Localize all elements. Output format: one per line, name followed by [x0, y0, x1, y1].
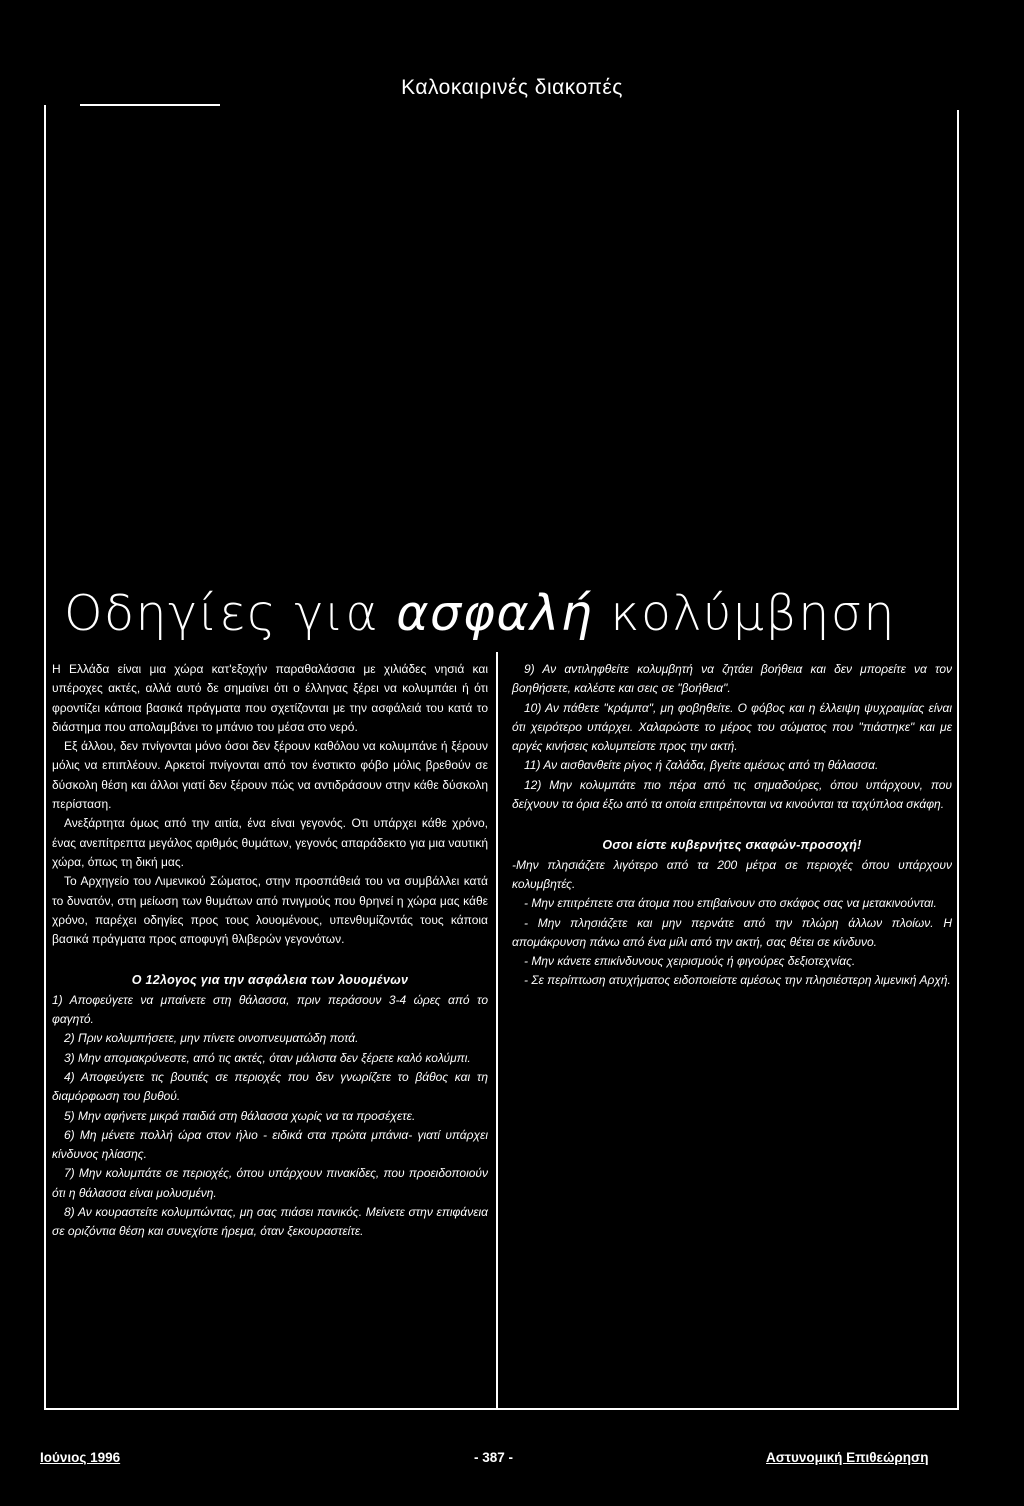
footer-publication: Αστυνομική Επιθεώρηση	[766, 1450, 929, 1465]
intro-paragraph-4: Το Αρχηγείο του Λιμενικού Σώματος, στην προσπάθειά του να συμβάλλει κατά το δυνατόν, στη μείωση των θυμάτων από πνιγμούς που θρηνεί η χώρα μας κάθε χρόνο, παρέχει οδηγίες προς τους λουομένους, υπενθυμίζοντάς τους κάποια βασικά πράγματα προς αποφυγή θλιβερών γεγονότων.	[52, 874, 488, 947]
captains-heading: Οσοι είστε κυβερνήτες σκαφών-προσοχή!	[602, 838, 862, 853]
article-title-part-1: Οδηγίες για	[64, 585, 397, 642]
footer-issue-date: Ιούνιος 1996	[40, 1450, 121, 1465]
rule-item-1: 1) Αποφεύγετε να μπαίνετε στη θάλασσα, πριν περάσουν 3-4 ώρες από το φαγητό.	[52, 992, 488, 1027]
rule-item-12: 12) Μην κολυμπάτε πιο πέρα από τις σημαδούρες, όπου υπάρχουν, που δείχνουν τα όρια έξω από τα οποία επιτρέπονται να κινούνται τα ταχύπλοα σκάφη.	[512, 777, 952, 812]
captain-rule-5: - Σε περίπτωση ατυχήματος ειδοποιείστε αμέσως την πλησιέστερη λιμενική Αρχή.	[524, 973, 951, 988]
intro-paragraph-1: Η Ελλάδα είναι μια χώρα κατ'εξοχήν παραθαλάσσια με χιλιάδες νησιά και υπέροχες ακτές, αλλά αυτό δε σημαίνει ότι ο έλληνας ξέρει να κολυμπάει ή ότι φροντίζει κάποια βασικά πράγματα που σχετίζονται με την ασφάλειά του κατά το διάστημα που απολαμβάνει το μπάνιο του μέσα στο νερό.	[52, 662, 488, 734]
rule-item-9: 9) Αν αντιληφθείτε κολυμβητή να ζητάει βοήθεια και δεν μπορείτε να τον βοηθήσετε, καλέστε και σεις σε "βοήθεια".	[512, 662, 952, 696]
captain-rule-1: -Μην πλησιάζετε λιγότερο από τα 200 μέτρα σε περιοχές όπου υπάρχουν κολυμβητές.	[512, 857, 952, 891]
right-column	[512, 660, 952, 991]
left-column	[52, 660, 488, 1242]
column-divider	[496, 652, 498, 1408]
frame-bottom-border	[44, 1408, 959, 1410]
intro-paragraph-3: Ανεξάρτητα όμως από την αιτία, ένα είναι γεγονός. Οτι υπάρχει κάθε χρόνο, ένας ανεπίτρεπτα μεγάλος αριθμός θυμάτων, γεγονός απαράδεκτο για μια ναυτική χώρα, όπως τη δική μας.	[52, 816, 488, 869]
captain-rule-2: - Μην επιτρέπετε στα άτομα που επιβαίνουν στο σκάφος σας να μετακινούνται.	[524, 896, 937, 911]
rule-item-8: 8) Αν κουραστείτε κολυμπώντας, μη σας πιάσει πανικός. Μείνετε στην επιφάνεια σε οριζόντια θέση και συνεχίστε ήρεμα, όταν ξεκουραστείτε.	[52, 1205, 488, 1239]
rule-item-4: 4) Αποφεύγετε τις βουτιές σε περιοχές που δεν γνωρίζετε το βάθος και τη διαμόρφωση του βυθού.	[52, 1069, 488, 1104]
rule-item-5: 5) Μην αφήνετε μικρά παιδιά στη θάλασσα χωρίς να τα προσέχετε.	[64, 1108, 416, 1123]
rule-item-2: 2) Πριν κολυμπήσετε, μην πίνετε οινοπνευματώδη ποτά.	[64, 1031, 359, 1046]
frame-right-border	[957, 110, 959, 1410]
rule-item-6: 6) Μη μένετε πολλή ώρα στον ήλιο - ειδικά στα πρώτα μπάνια- γιατί υπάρχει κίνδυνος ηλίασης.	[52, 1127, 488, 1162]
rule-item-11: 11) Αν αισθανθείτε ρίγος ή ζαλάδα, βγείτε αμέσως από τη θάλασσα.	[524, 758, 879, 773]
captain-rule-4: - Μην κάνετε επικίνδυνους χειρισμούς ή φιγούρες δεξιοτεχνίας.	[524, 954, 856, 969]
article-title	[64, 585, 896, 642]
spacer	[512, 814, 952, 836]
article-title-part-2: ασφαλή	[396, 585, 594, 642]
rules-heading: Ο 12λογος για την ασφάλεια των λουομένων	[131, 973, 409, 988]
article-title-part-3: κολύμβηση	[593, 585, 896, 642]
spacer	[52, 949, 488, 971]
frame-left-border	[44, 105, 46, 1410]
rule-item-3: 3) Μην απομακρύνεστε, από τις ακτές, όταν μάλιστα δεν ξέρετε καλό κολύμπι.	[64, 1050, 471, 1065]
intro-paragraph-2: Εξ άλλου, δεν πνίγονται μόνο όσοι δεν ξέρουν καθόλου να κολυμπάνε ή ξέρουν μόλις να επιπλέουν. Αρκετοί πνίγονται από τον ένστικτο φόβο μόλις βρεθούν σε δύσκολη θέση και άλλοι γιατί δεν ξέρουν πώς να αντιδράσουν στην κάθε δύσκολη περίσταση.	[52, 739, 488, 812]
footer-page-number: - 387 -	[474, 1450, 514, 1465]
header-rule	[80, 104, 220, 106]
page-header-title: Καλοκαιρινές διακοπές	[401, 76, 623, 99]
captain-rule-3: - Μην πλησιάζετε και μην περνάτε από την πλώρη άλλων πλοίων. Η απομάκρυνση πάνω από ένα μίλι από την ακτή, σας θέτει σε κίνδυνο.	[512, 915, 952, 949]
rule-item-7: 7) Μην κολυμπάτε σε περιοχές, όπου υπάρχουν πινακίδες, που προειδοποιούν ότι η θάλασσα είναι μολυσμένη.	[52, 1166, 488, 1200]
rule-item-10: 10) Αν πάθετε "κράμπα", μη φοβηθείτε. Ο φόβος και η έλλειψη ψυχραιμίας είναι ότι χειρότερο υπάρχει. Χαλαρώστε το μέρος του σώματος που "πιάστηκε" και με αργές κινήσεις κολυμπείστε προς την ακτή.	[512, 700, 952, 754]
